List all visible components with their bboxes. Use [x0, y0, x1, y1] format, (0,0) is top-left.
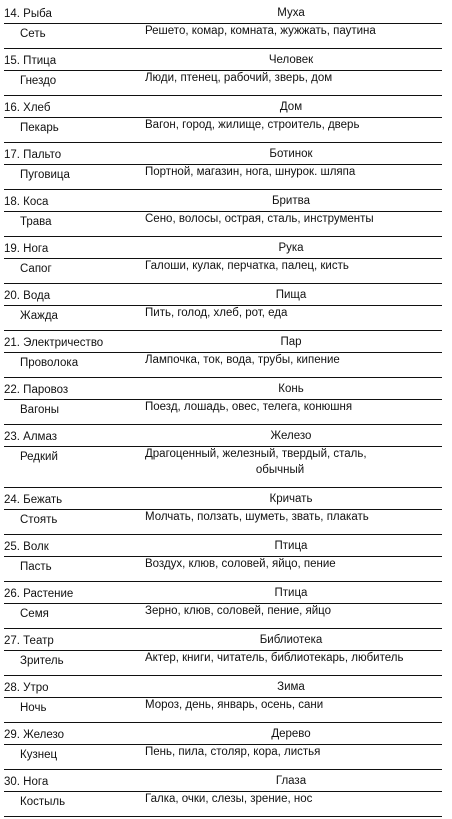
response-word: Зритель [20, 655, 64, 667]
analogy-item-30 [0, 772, 452, 819]
stimulus-word: 15. Птица [4, 55, 57, 67]
candidate-words: Зерно, клюв, соловей, пение, яйцо [145, 605, 332, 617]
candidate-words: Портной, магазин, нога, шнурок. шляпа [145, 166, 356, 178]
stimulus-word: 19. Нога [4, 243, 49, 255]
candidate-words: Галка, очки, слезы, зрение, нос [145, 793, 313, 805]
stimulus-word: 23. Алмаз [4, 431, 58, 443]
response-word: Гнездо [20, 75, 57, 87]
stimulus-word: 18. Коса [4, 196, 49, 208]
candidate-words: Сено, волосы, острая, сталь, инструменты [145, 213, 374, 225]
divider-line [4, 330, 442, 331]
analogy-item-20 [0, 286, 452, 333]
divider-line [4, 142, 442, 143]
response-word: Трава [20, 216, 52, 228]
cue-word: Библиотека [259, 634, 323, 646]
response-word: Редкий [20, 451, 58, 463]
cue-word: Пар [280, 336, 302, 348]
response-word: Жажда [20, 310, 58, 322]
stimulus-word: 30. Нога [4, 776, 49, 788]
stimulus-word: 26. Растение [4, 588, 74, 600]
stimulus-word: 14. Рыба [4, 8, 52, 20]
cue-word: Пища [275, 289, 307, 301]
response-word: Пасть [20, 561, 52, 573]
response-word: Сапог [20, 263, 52, 275]
analogy-item-17 [0, 145, 452, 192]
divider-line [4, 424, 442, 425]
analogy-item-29 [0, 725, 452, 772]
response-word: Пекарь [20, 122, 59, 134]
divider-line [4, 816, 442, 817]
analogy-item-28 [0, 678, 452, 725]
stimulus-word: 17. Пальто [4, 149, 62, 161]
divider-line [4, 283, 442, 284]
response-word: Кузнец [20, 749, 58, 761]
analogy-item-15 [0, 51, 452, 98]
analogy-item-23 [0, 427, 452, 490]
response-word: Стоять [20, 514, 58, 526]
divider-line [4, 236, 442, 237]
response-word: Сеть [20, 28, 46, 40]
divider-line [4, 675, 442, 676]
candidate-words: Драгоценный, железный, твердый, сталь, [145, 448, 367, 460]
cue-word: Дом [279, 101, 303, 113]
cue-word: Глаза [275, 775, 307, 787]
stimulus-word: 24. Бежать [4, 494, 63, 506]
response-word: Ночь [20, 702, 47, 714]
stimulus-word: 29. Железо [4, 729, 65, 741]
response-word: Проволока [20, 357, 79, 369]
stimulus-word: 27. Театр [4, 635, 54, 647]
cue-word: Птица [274, 540, 308, 552]
analogy-item-24 [0, 490, 452, 537]
response-word: Вагоны [20, 404, 60, 416]
analogy-item-25 [0, 537, 452, 584]
divider-line [4, 95, 442, 96]
cue-word: Бритва [271, 195, 310, 207]
divider-line [4, 487, 442, 488]
candidate-words: Решето, комар, комната, жужжать, паутина [145, 25, 376, 37]
cue-word: Человек [268, 54, 314, 66]
divider-line [4, 377, 442, 378]
cue-word: Дерево [271, 728, 311, 740]
cue-word: Рука [278, 242, 304, 254]
divider-line [4, 48, 442, 49]
response-word: Костыль [20, 796, 66, 808]
candidate-words: Галоши, кулак, перчатка, палец, кисть [145, 260, 349, 272]
divider-line [4, 581, 442, 582]
analogy-item-18 [0, 192, 452, 239]
response-word: Пуговица [20, 169, 70, 181]
candidate-words: Мороз, день, январь, осень, сани [145, 699, 324, 711]
candidate-words: Люди, птенец, рабочий, зверь, дом [145, 72, 333, 84]
stimulus-word: 20. Вода [4, 290, 51, 302]
cue-word: Зима [277, 681, 305, 693]
candidate-words: Актер, книги, читатель, библиотекарь, любитель [145, 652, 404, 664]
stimulus-word: 25. Волк [4, 541, 49, 553]
cue-word: Конь [278, 383, 304, 395]
cue-word: Ботинок [269, 148, 313, 160]
analogy-item-21 [0, 333, 452, 380]
analogy-item-27 [0, 631, 452, 678]
divider-line [4, 628, 442, 629]
analogy-item-16 [0, 98, 452, 145]
candidate-words: Молчать, ползать, шуметь, звать, плакать [145, 511, 369, 523]
candidate-words: Поезд, лошадь, овес, телега, конюшня [145, 401, 353, 413]
candidate-words: Пень, пила, столяр, кора, листья [145, 746, 321, 758]
divider-line [4, 189, 442, 190]
response-word: Семя [20, 608, 49, 620]
cue-word: Муха [277, 7, 305, 19]
candidate-words: Вагон, город, жилище, строитель, дверь [145, 119, 360, 131]
candidate-words: Воздух, клюв, соловей, яйцо, пение [145, 558, 336, 570]
divider-line [4, 769, 442, 770]
analogy-item-19 [0, 239, 452, 286]
cue-word: Железо [270, 430, 312, 442]
analogies-list [0, 4, 452, 819]
analogy-item-22 [0, 380, 452, 427]
candidate-words-continued: обычный [255, 464, 305, 476]
analogy-item-26 [0, 584, 452, 631]
divider-line [4, 534, 442, 535]
stimulus-word: 28. Утро [4, 682, 49, 694]
analogy-item-14 [0, 4, 452, 51]
cue-word: Птица [274, 587, 308, 599]
stimulus-word: 21. Электричество [4, 337, 104, 349]
stimulus-word: 22. Паровоз [4, 384, 69, 396]
divider-line [4, 722, 442, 723]
stimulus-word: 16. Хлеб [4, 102, 51, 114]
candidate-words: Лампочка, ток, вода, трубы, кипение [145, 354, 340, 366]
cue-word: Кричать [269, 493, 313, 505]
candidate-words: Пить, голод, хлеб, рот, еда [145, 307, 288, 319]
